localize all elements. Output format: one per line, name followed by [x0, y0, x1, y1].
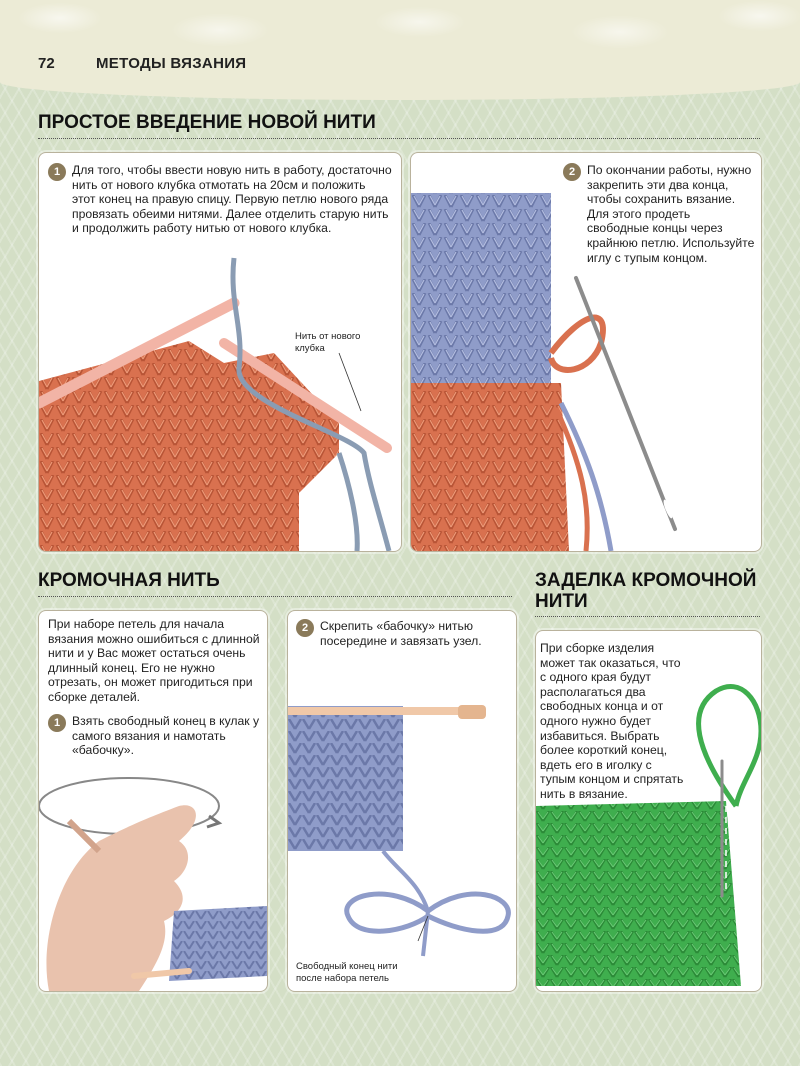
step-number-badge: 1 — [48, 714, 66, 732]
finishing-panel — [535, 630, 762, 992]
intro-text: При наборе петель для начала вязания можно ошибиться с длинной нити и у Вас может остаться очень длинный конец. Его не нужно отрезать, он может пригодиться при сборке деталей. — [48, 617, 260, 704]
page-number: 72 — [38, 55, 55, 72]
running-title: МЕТОДЫ ВЯЗАНИЯ — [96, 55, 247, 72]
butterfly-step1-text: Взять свободный конец в кулак у самого вязания и намотать «бабочку». — [72, 714, 260, 758]
butterfly-step2-text: Скрепить «бабочку» нитью посередине и завязать узел. — [320, 619, 482, 648]
step1-text: Для того, чтобы ввести новую нить в работу, достаточно нить от нового клубка отмотать на 20см и положить этот конец на правую спицу. Первую петлю нового ряда провязать обеими нитями. Далее отделить старую нить и продолжить работу нитью от нового клубка. — [72, 163, 392, 236]
finishing-text: При сборке изделия может так оказаться, что с одного края будут располагаться два свободных конца и от одного нужно будет избавиться. Выбрать более короткий конец, вдеть его в иголку с тупым концом и спрятать нить в вязание. — [540, 641, 684, 801]
step2-text: По окончании работы, нужно закрепить эти два конца, чтобы сохранить вязание. Для этого продеть свободные концы через крайнюю петлю. Используйте иглу с тупым концом. — [587, 163, 755, 265]
step-number-badge: 2 — [296, 619, 314, 637]
step1-panel — [38, 152, 402, 552]
step-number-badge: 1 — [48, 163, 66, 181]
tied-butterfly-photo — [288, 611, 516, 991]
new-yarn-caption: Нить от нового клубка — [295, 331, 361, 354]
section-title-edge-yarn: КРОМОЧНАЯ НИТЬ — [38, 570, 220, 591]
section-rule — [38, 138, 760, 139]
free-end-caption: Свободный конец нити после набора петель — [296, 961, 398, 984]
hand-butterfly-photo — [39, 761, 267, 991]
butterfly-panel — [38, 610, 268, 992]
caption-pointer-line — [339, 353, 361, 411]
top-decorative-band — [0, 0, 800, 100]
needle-shape — [576, 278, 675, 529]
section-title-new-yarn: ПРОСТОЕ ВВЕДЕНИЕ НОВОЙ НИТИ — [38, 112, 376, 133]
butterfly-tie-panel — [287, 610, 517, 992]
section-rule — [535, 616, 760, 617]
step-number-badge: 2 — [563, 163, 581, 181]
section-rule — [38, 596, 512, 597]
section-title-finishing: ЗАДЕЛКА КРОМОЧНОЙ НИТИ — [535, 570, 757, 612]
step2-panel — [410, 152, 762, 552]
